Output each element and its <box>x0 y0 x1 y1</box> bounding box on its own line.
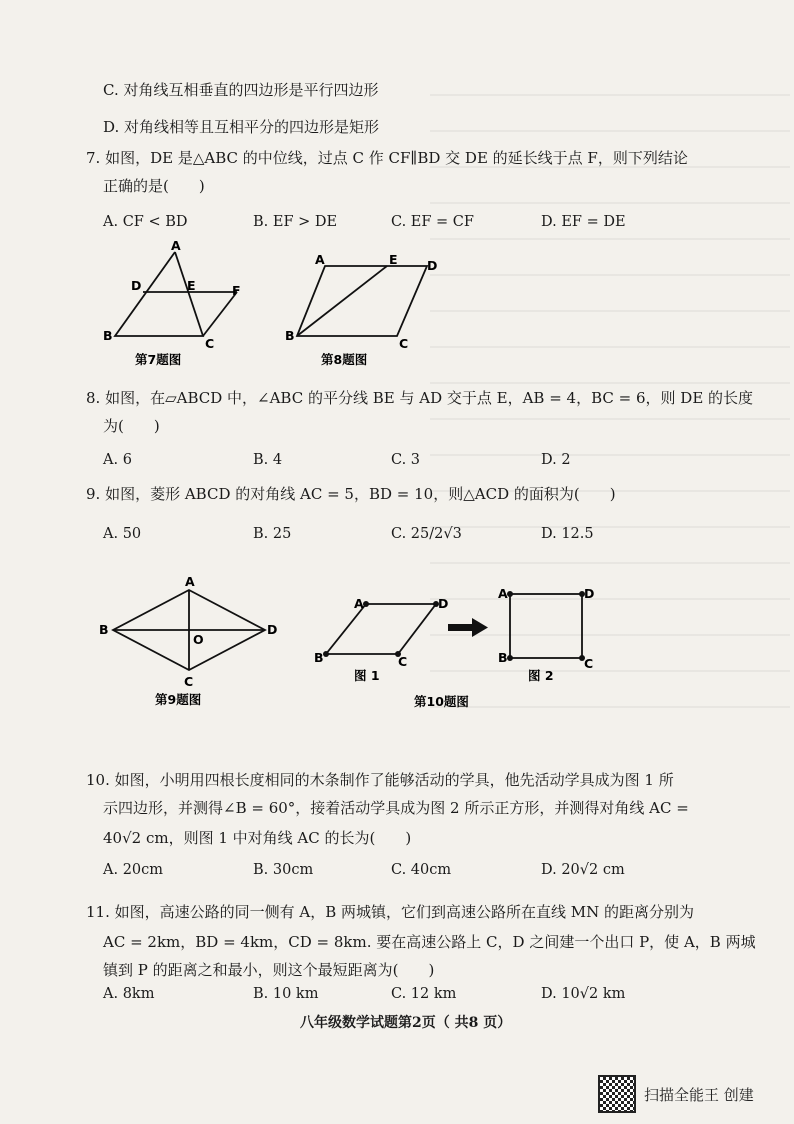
label-b: B <box>103 328 113 343</box>
square-fig2 <box>510 594 582 658</box>
option-a: A. 8km <box>103 986 155 1002</box>
option-c: C. 25/2√3 <box>391 526 462 542</box>
label-b: B <box>314 650 324 665</box>
question-11-text: 11. 如图，高速公路的同一侧有 A，B 两城镇，它们到高速公路所在直线 MN 的距离分别为 <box>86 903 695 921</box>
label-c: C <box>399 336 409 351</box>
option-c: C. EF = CF <box>391 214 474 230</box>
figure-8-caption: 第8题图 <box>321 352 368 367</box>
option-b: B. EF > DE <box>253 214 338 230</box>
question-8-text-cont: 为( ) <box>103 417 160 435</box>
label-c: C <box>205 336 215 351</box>
label-d: D <box>267 622 278 637</box>
figure-10 <box>310 582 610 712</box>
label-d: D <box>427 258 438 273</box>
option-c: C. 12 km <box>391 986 457 1002</box>
option-a: A. 20cm <box>103 862 164 878</box>
option-b: B. 30cm <box>253 862 314 878</box>
label-a: A <box>171 240 181 253</box>
label-o: O <box>193 632 204 647</box>
option-b: B. 10 km <box>253 986 319 1002</box>
question-10-text: 10. 如图，小明用四根长度相同的木条制作了能够活动的学具，他先活动学具成为图 1 所 <box>86 771 674 789</box>
option-a: A. CF < BD <box>103 214 188 230</box>
figure-1-caption: 图 1 <box>354 668 380 683</box>
question-10-text-cont2: 40√2 cm，则图 1 中对角线 AC 的长为( ) <box>103 829 412 847</box>
option-c: C. 40cm <box>391 862 452 878</box>
option-d-statement: D. 对角线相等且互相平分的四边形是矩形 <box>103 118 380 136</box>
option-d: D. 10√2 km <box>541 986 626 1002</box>
figure-9 <box>95 572 295 712</box>
figure-7-caption: 第7题图 <box>135 352 182 367</box>
option-c: C. 3 <box>391 452 421 468</box>
figure-7 <box>95 240 265 370</box>
option-d: D. 12.5 <box>541 526 594 542</box>
label-d: D <box>438 596 449 611</box>
scanner-text: 扫描全能王 创建 <box>644 1085 754 1104</box>
label-c: C <box>184 674 194 689</box>
question-8-text: 8. 如图，在▱ABCD 中，∠ABC 的平分线 BE 与 AD 交于点 E，AB = 4，BC = 6，则 DE 的长度 <box>86 389 754 407</box>
option-b: B. 4 <box>253 452 283 468</box>
question-11-text-cont: AC = 2km，BD = 4km，CD = 8km. 要在高速公路上 C，D 之间建一个出口 P，使 A，B 两城 <box>103 933 756 951</box>
option-d: D. EF = DE <box>541 214 626 230</box>
triangle-abc <box>115 252 203 336</box>
label-c-fig2: C <box>584 656 594 671</box>
question-9-text: 9. 如图，菱形 ABCD 的对角线 AC = 5，BD = 10，则△ACD 的面积为( ) <box>86 485 616 503</box>
parallelogram-fig1 <box>326 604 436 654</box>
label-f: F <box>232 283 241 298</box>
label-d-fig2: D <box>584 586 595 601</box>
option-a: A. 6 <box>103 452 132 468</box>
label-a: A <box>354 596 364 611</box>
label-a: A <box>185 574 195 589</box>
question-7-text: 7. 如图，DE 是△ABC 的中位线，过点 C 作 CF∥BD 交 DE 的延长线于点 F，则下列结论 <box>86 149 688 167</box>
figure-10-caption: 第10题图 <box>414 694 469 709</box>
arrow-icon <box>448 618 488 637</box>
question-7-text-cont: 正确的是( ) <box>103 177 205 195</box>
label-e: E <box>187 278 196 293</box>
parallelogram-abcd <box>297 266 427 336</box>
option-a: A. 50 <box>103 526 142 542</box>
question-10-text-cont: 示四边形，并测得∠B = 60°，接着活动学具成为图 2 所示正方形，并测得对角线 AC = <box>103 799 689 817</box>
label-a: A <box>315 252 325 267</box>
figure-2-caption: 图 2 <box>528 668 554 683</box>
option-b: B. 25 <box>253 526 292 542</box>
label-a-fig2: A <box>498 586 508 601</box>
option-d: D. 20√2 cm <box>541 862 625 878</box>
label-b: B <box>285 328 295 343</box>
question-11-text-cont2: 镇到 P 的距离之和最小，则这个最短距离为( ) <box>103 961 435 979</box>
option-c-statement: C. 对角线互相垂直的四边形是平行四边形 <box>103 81 379 99</box>
option-d: D. 2 <box>541 452 571 468</box>
figure-9-caption: 第9题图 <box>155 692 202 707</box>
segment-cf <box>203 292 237 336</box>
label-b-fig2: B <box>498 650 508 665</box>
page-footer: 八年级数学试题第2页（ 共8 页） <box>300 1015 512 1031</box>
figure-8 <box>285 250 445 370</box>
label-e: E <box>389 252 398 267</box>
qr-code-icon <box>598 1075 636 1113</box>
label-b: B <box>99 622 109 637</box>
label-c: C <box>398 654 408 669</box>
scanner-watermark <box>598 1075 754 1113</box>
label-d: D <box>131 278 142 293</box>
